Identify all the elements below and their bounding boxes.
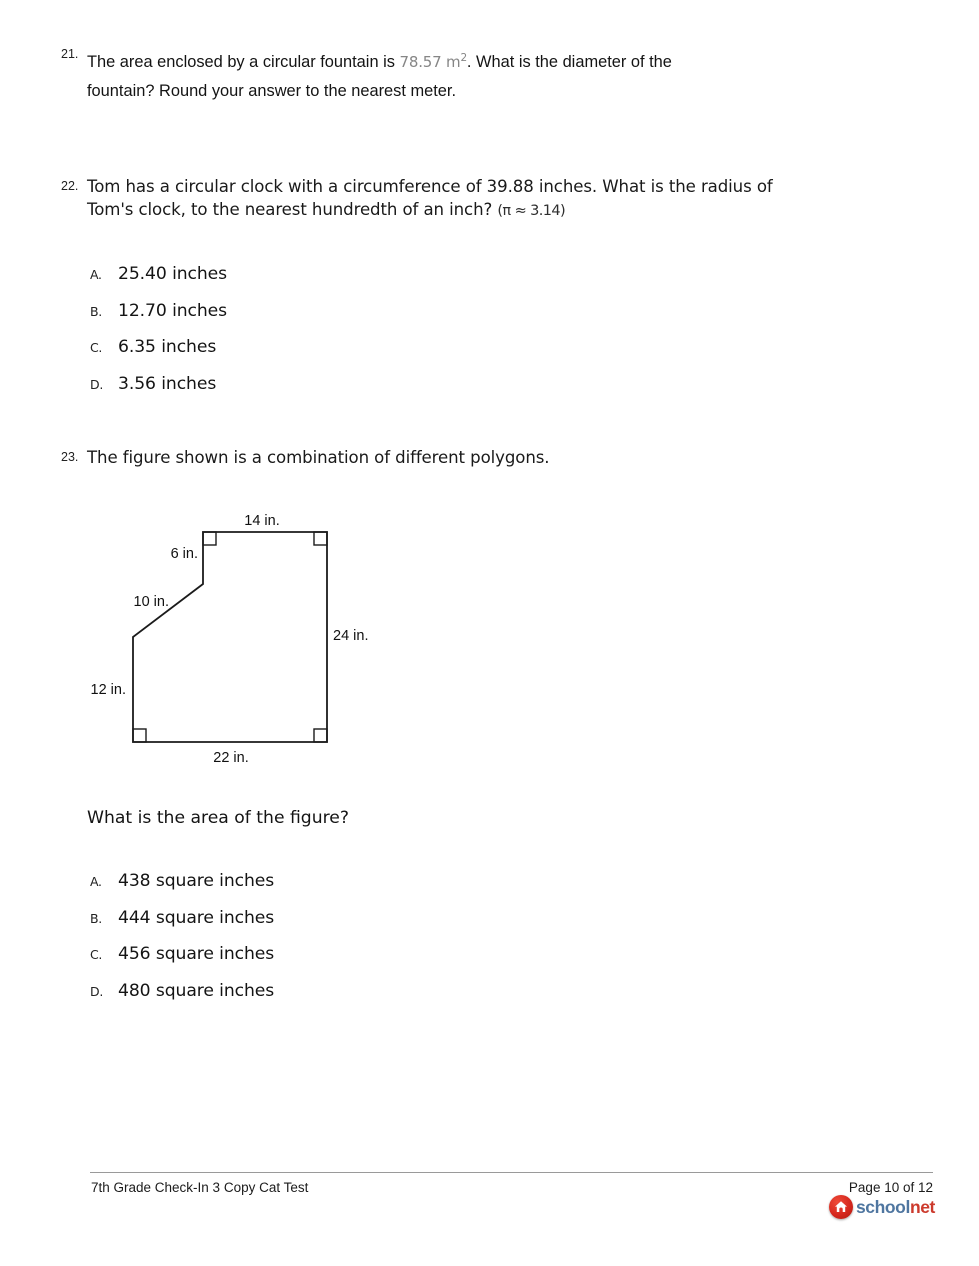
q23-option-c [90, 944, 274, 964]
q23-option-d-text: 480 square inches [118, 981, 275, 1001]
question-22 [61, 176, 799, 222]
logo-net-text: net [909, 1196, 935, 1217]
pi-approximation-note: (π ≈ 3.14) [497, 202, 566, 219]
q23-prompt: What is the area of the figure? [87, 808, 349, 828]
polygon-figure [85, 500, 385, 783]
q22-option-a-letter: A. [90, 267, 102, 282]
area-value: 78.57 $m^2$ [399, 52, 467, 71]
schoolnet-house-icon [829, 1195, 853, 1219]
question-21-text-end: . What is the diameter of the fountain? Round your answer to the nearest meter. [87, 53, 672, 100]
q23-option-a-text: 438 square inches [118, 871, 275, 891]
schoolnet-wordmark [856, 1197, 935, 1218]
figure-label-diagonal: 10 in. [133, 594, 169, 610]
question-21-number: 21. [61, 47, 79, 61]
area-exponent: 2 [460, 52, 467, 64]
figure-label-upper-left: 6 in. [170, 546, 198, 562]
figure-label-bottom: 22 in. [213, 750, 249, 766]
q23-option-b-letter: B. [90, 911, 102, 926]
q22-option-d-letter: D. [90, 377, 103, 392]
q22-option-b-letter: B. [90, 304, 102, 319]
q23-option-d-letter: D. [90, 984, 103, 999]
q23-option-c-letter: C. [90, 947, 103, 962]
q23-option-d [90, 981, 274, 1001]
footer-divider [90, 1172, 933, 1173]
figure-label-left: 12 in. [90, 682, 126, 698]
q22-option-d [90, 374, 216, 394]
right-angle-marker-top-left [203, 532, 216, 545]
q23-option-a-letter: A. [90, 874, 102, 889]
q22-option-a [90, 264, 227, 284]
q22-option-b-text: 12.70 inches [118, 301, 228, 321]
right-angle-marker-bottom-right [314, 729, 327, 742]
question-23-text: The figure shown is a combination of different polygons. [87, 448, 550, 467]
question-22-text: Tom has a circular clock with a circumference of 39.88 inches. What is the radius of Tom's clock, to the nearest hundredth of an inch? (π ≈ 3.14) [87, 177, 773, 219]
q22-option-c-text: 6.35 inches [118, 337, 217, 357]
figure-label-right: 24 in. [333, 628, 369, 644]
q22-option-b [90, 301, 227, 321]
figure-label-top: 14 in. [244, 513, 280, 529]
q23-option-b-text: 444 square inches [118, 908, 275, 928]
q23-option-b [90, 908, 274, 928]
question-22-number: 22. [61, 179, 79, 193]
question-21-text-start: The area enclosed by a circular fountain is [87, 53, 400, 71]
q22-option-a-text: 25.40 inches [118, 264, 228, 284]
q22-option-d-text: 3.56 inches [118, 374, 217, 394]
q22-option-c [90, 337, 216, 357]
schoolnet-logo [829, 1195, 935, 1219]
right-angle-marker-top-right [314, 532, 327, 545]
q22-option-c-letter: C. [90, 340, 103, 355]
logo-school-text: school [855, 1196, 910, 1217]
right-angle-marker-bottom-left [133, 729, 146, 742]
q23-option-a [90, 871, 274, 891]
question-23 [61, 447, 799, 470]
question-23-number: 23. [61, 450, 79, 464]
house-icon [834, 1200, 848, 1214]
footer-test-name: 7th Grade Check-In 3 Copy Cat Test [91, 1180, 309, 1195]
footer-page-info: Page 10 of 12 [848, 1180, 933, 1195]
q23-option-c-text: 456 square inches [118, 944, 275, 964]
question-21-text [87, 44, 732, 106]
polygon-outline [133, 532, 327, 742]
question-21 [61, 44, 732, 106]
polygon-figure-svg [85, 500, 385, 778]
